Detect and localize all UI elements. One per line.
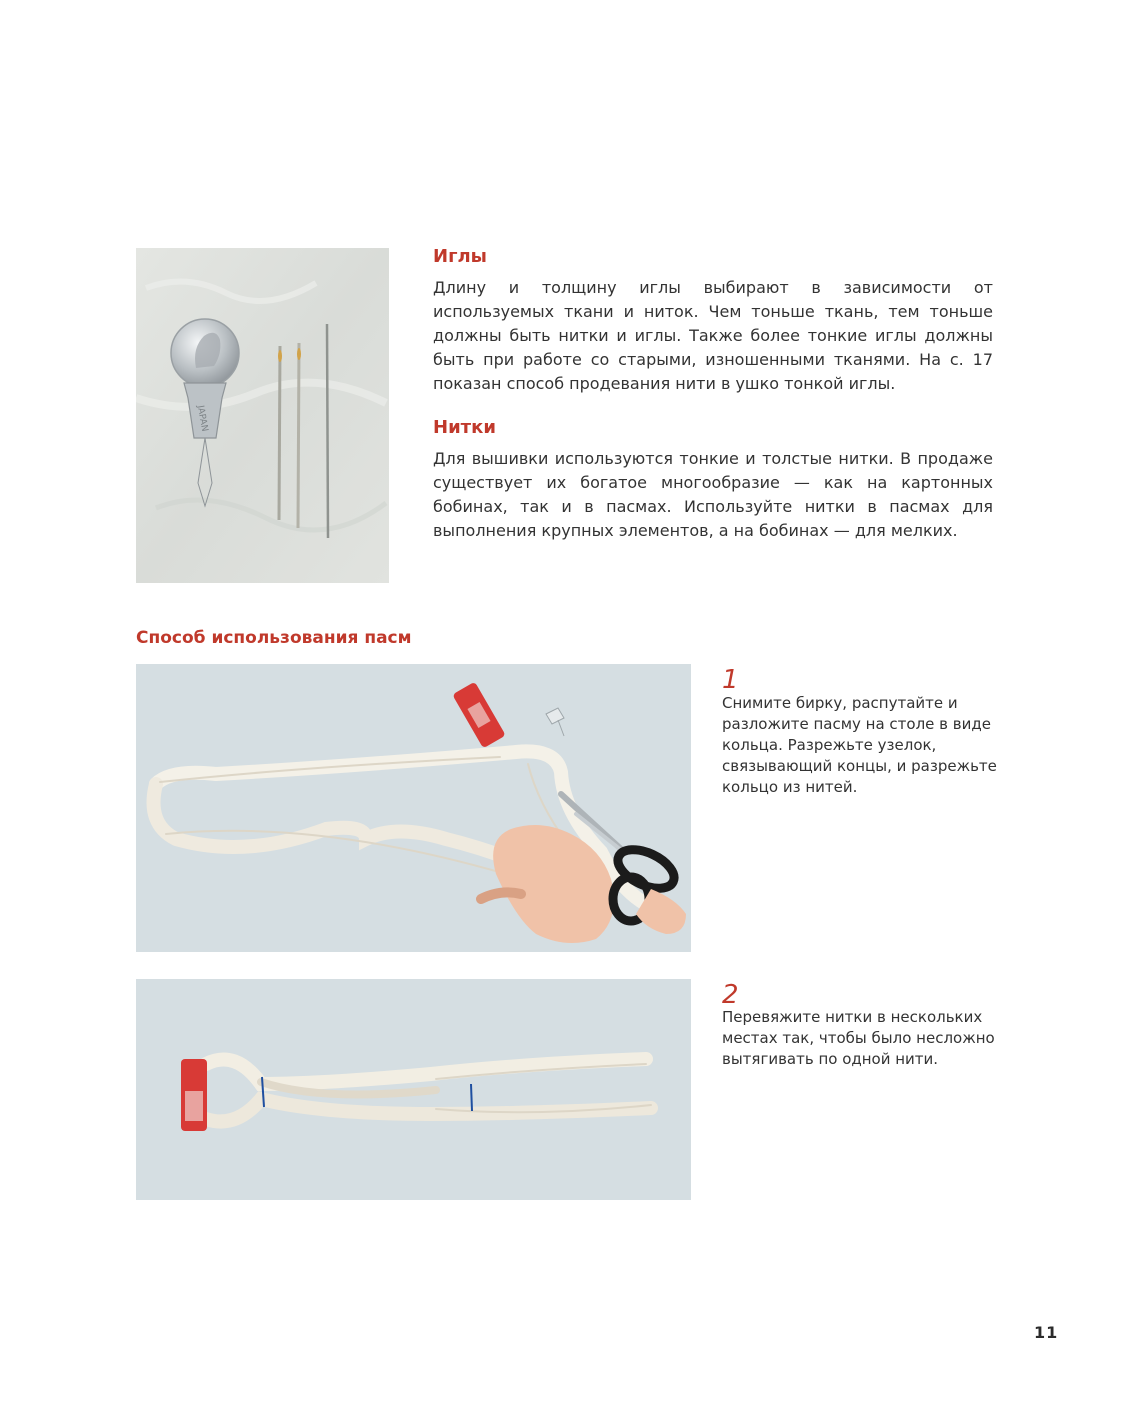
- needles-paragraph: Длину и толщину иглы выбирают в зависимости от используемых ткани и ниток. Чем тоньше ткань, тем тоньше должны быть нитки и иглы. Также более тонкие иглы должны быть при работе со старыми, изношенными тканями. На с. 17 показан способ продевания нити в ушко тонкой иглы.: [433, 278, 993, 393]
- threader-brand-text: JAPAN: [194, 404, 210, 433]
- step-2-number: 2: [722, 980, 739, 1010]
- threads-paragraph: Для вышивки используются тонкие и толстые нитки. В продаже существует их богатое многообразие — как на картонных бобинах, так и в пасмах. Используйте нитки в пасмах для выполнения крупных элементов, а на бобинах — для мелких.: [433, 449, 993, 540]
- needles-photo: [136, 248, 389, 583]
- thread-spool: [181, 1059, 207, 1131]
- step-2-photo: [136, 979, 691, 1200]
- step-1-text: Снимите бирку, распутайте и разложите пасму на столе в виде кольца. Разрежьте узелок, связывающий концы, и разрежьте кольцо из нитей.: [722, 694, 997, 796]
- needles-heading: Иглы: [433, 246, 487, 267]
- threads-heading: Нитки: [433, 417, 496, 438]
- step-2-text: Перевяжите нитки в нескольких местах так, чтобы было несложно вытягивать по одной нити.: [722, 1008, 995, 1068]
- step-1-photo: [136, 664, 691, 952]
- skeins-section-heading: Способ использования пасм: [136, 628, 412, 648]
- page-number: 11: [1034, 1323, 1059, 1342]
- step-1-number: 1: [722, 665, 739, 695]
